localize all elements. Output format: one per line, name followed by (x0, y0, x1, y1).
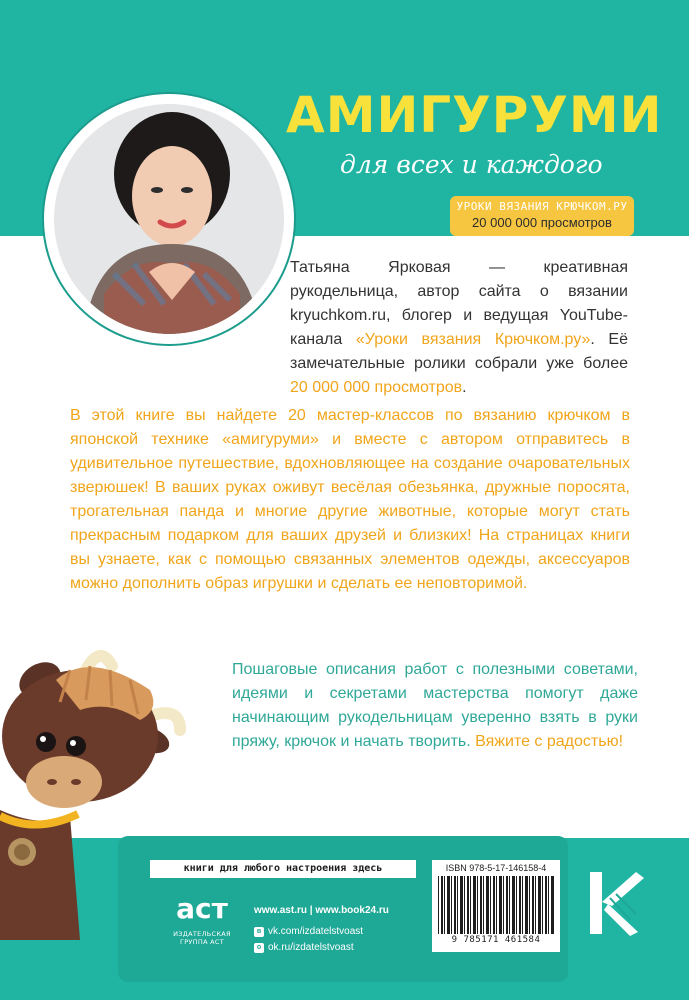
vk-icon: в (254, 927, 264, 937)
ok-icon: о (254, 943, 264, 953)
ast-logo-mark: аст (176, 892, 228, 925)
barcode-number: 9 785171 461584 (451, 935, 541, 945)
k-publisher-logo (586, 868, 648, 938)
bio-part1: Татьяна Ярковая — креативная рукодельница, автор сайта о вязании kryuchkom.ru, блогер и ведущая YouTube-канала (290, 259, 628, 348)
barcode-block (432, 860, 560, 952)
author-bio (290, 256, 628, 400)
ok-link[interactable]: ok.ru/izdatelstvoast (268, 942, 354, 953)
promo-strip: книги для любого настроения здесь (150, 860, 416, 878)
book-title: АМИГУРУМИ (286, 86, 663, 144)
barcode-image (438, 876, 554, 934)
tips-text: Пошаговые описания работ с полезными советами, идеями и секретами мастерства помогут даже начинающим рукодельницам уверенно взять в руки пряжу, крючок и начать творить. (232, 661, 638, 750)
author-photo (44, 94, 294, 344)
bio-part2: . Её замечательные ролики собрали уже более (290, 331, 628, 372)
bio-channel-link: «Уроки вязания Крючком.ру» (355, 331, 591, 348)
social-row-vk[interactable] (254, 924, 363, 940)
book-description: В этой книге вы найдете 20 мастер-классов по вязанию крючком в японской технике «амигуруми» и вместе с автором отправитесь в удивительное путешествие, вдохновляющее на создание очаровательных зверюшек! В ваших руках оживут весёлая обезьянка, дружные поросята, трогательная панда и многие другие животные, которые могут стать прекрасным подарком для ваших друзей и близких! На страницах книги вы узнаете, как с помощью связанных элементов одежды, аксессуаров можно дополнить образ игрушки и сделать ее неповторимой. (70, 407, 630, 592)
badge-channel-name: УРОКИ ВЯЗАНИЯ КРЮЧКОМ.РУ (456, 200, 628, 213)
social-row-ok[interactable] (254, 940, 363, 956)
isbn-label: ISBN 978-5-17-146158-4 (445, 863, 547, 873)
bio-views: 20 000 000 просмотров (290, 379, 463, 396)
author-portrait-image (54, 104, 284, 334)
tips-highlight: Вяжите с радостью! (475, 733, 624, 750)
book-subtitle: для всех и каждого (340, 150, 603, 179)
vk-link[interactable]: vk.com/izdatelstvoast (268, 926, 364, 937)
publisher-websites[interactable]: www.ast.ru | www.book24.ru (254, 905, 389, 916)
social-links (254, 924, 363, 956)
badge-views: 20 000 000 просмотров (472, 215, 612, 230)
channel-badge (450, 196, 634, 236)
ast-logo (160, 892, 244, 952)
ast-logo-caption: ИЗДАТЕЛЬСКАЯ ГРУППА АСТ (173, 930, 231, 946)
tips-paragraph (232, 658, 638, 754)
bio-part3: . (462, 379, 467, 396)
